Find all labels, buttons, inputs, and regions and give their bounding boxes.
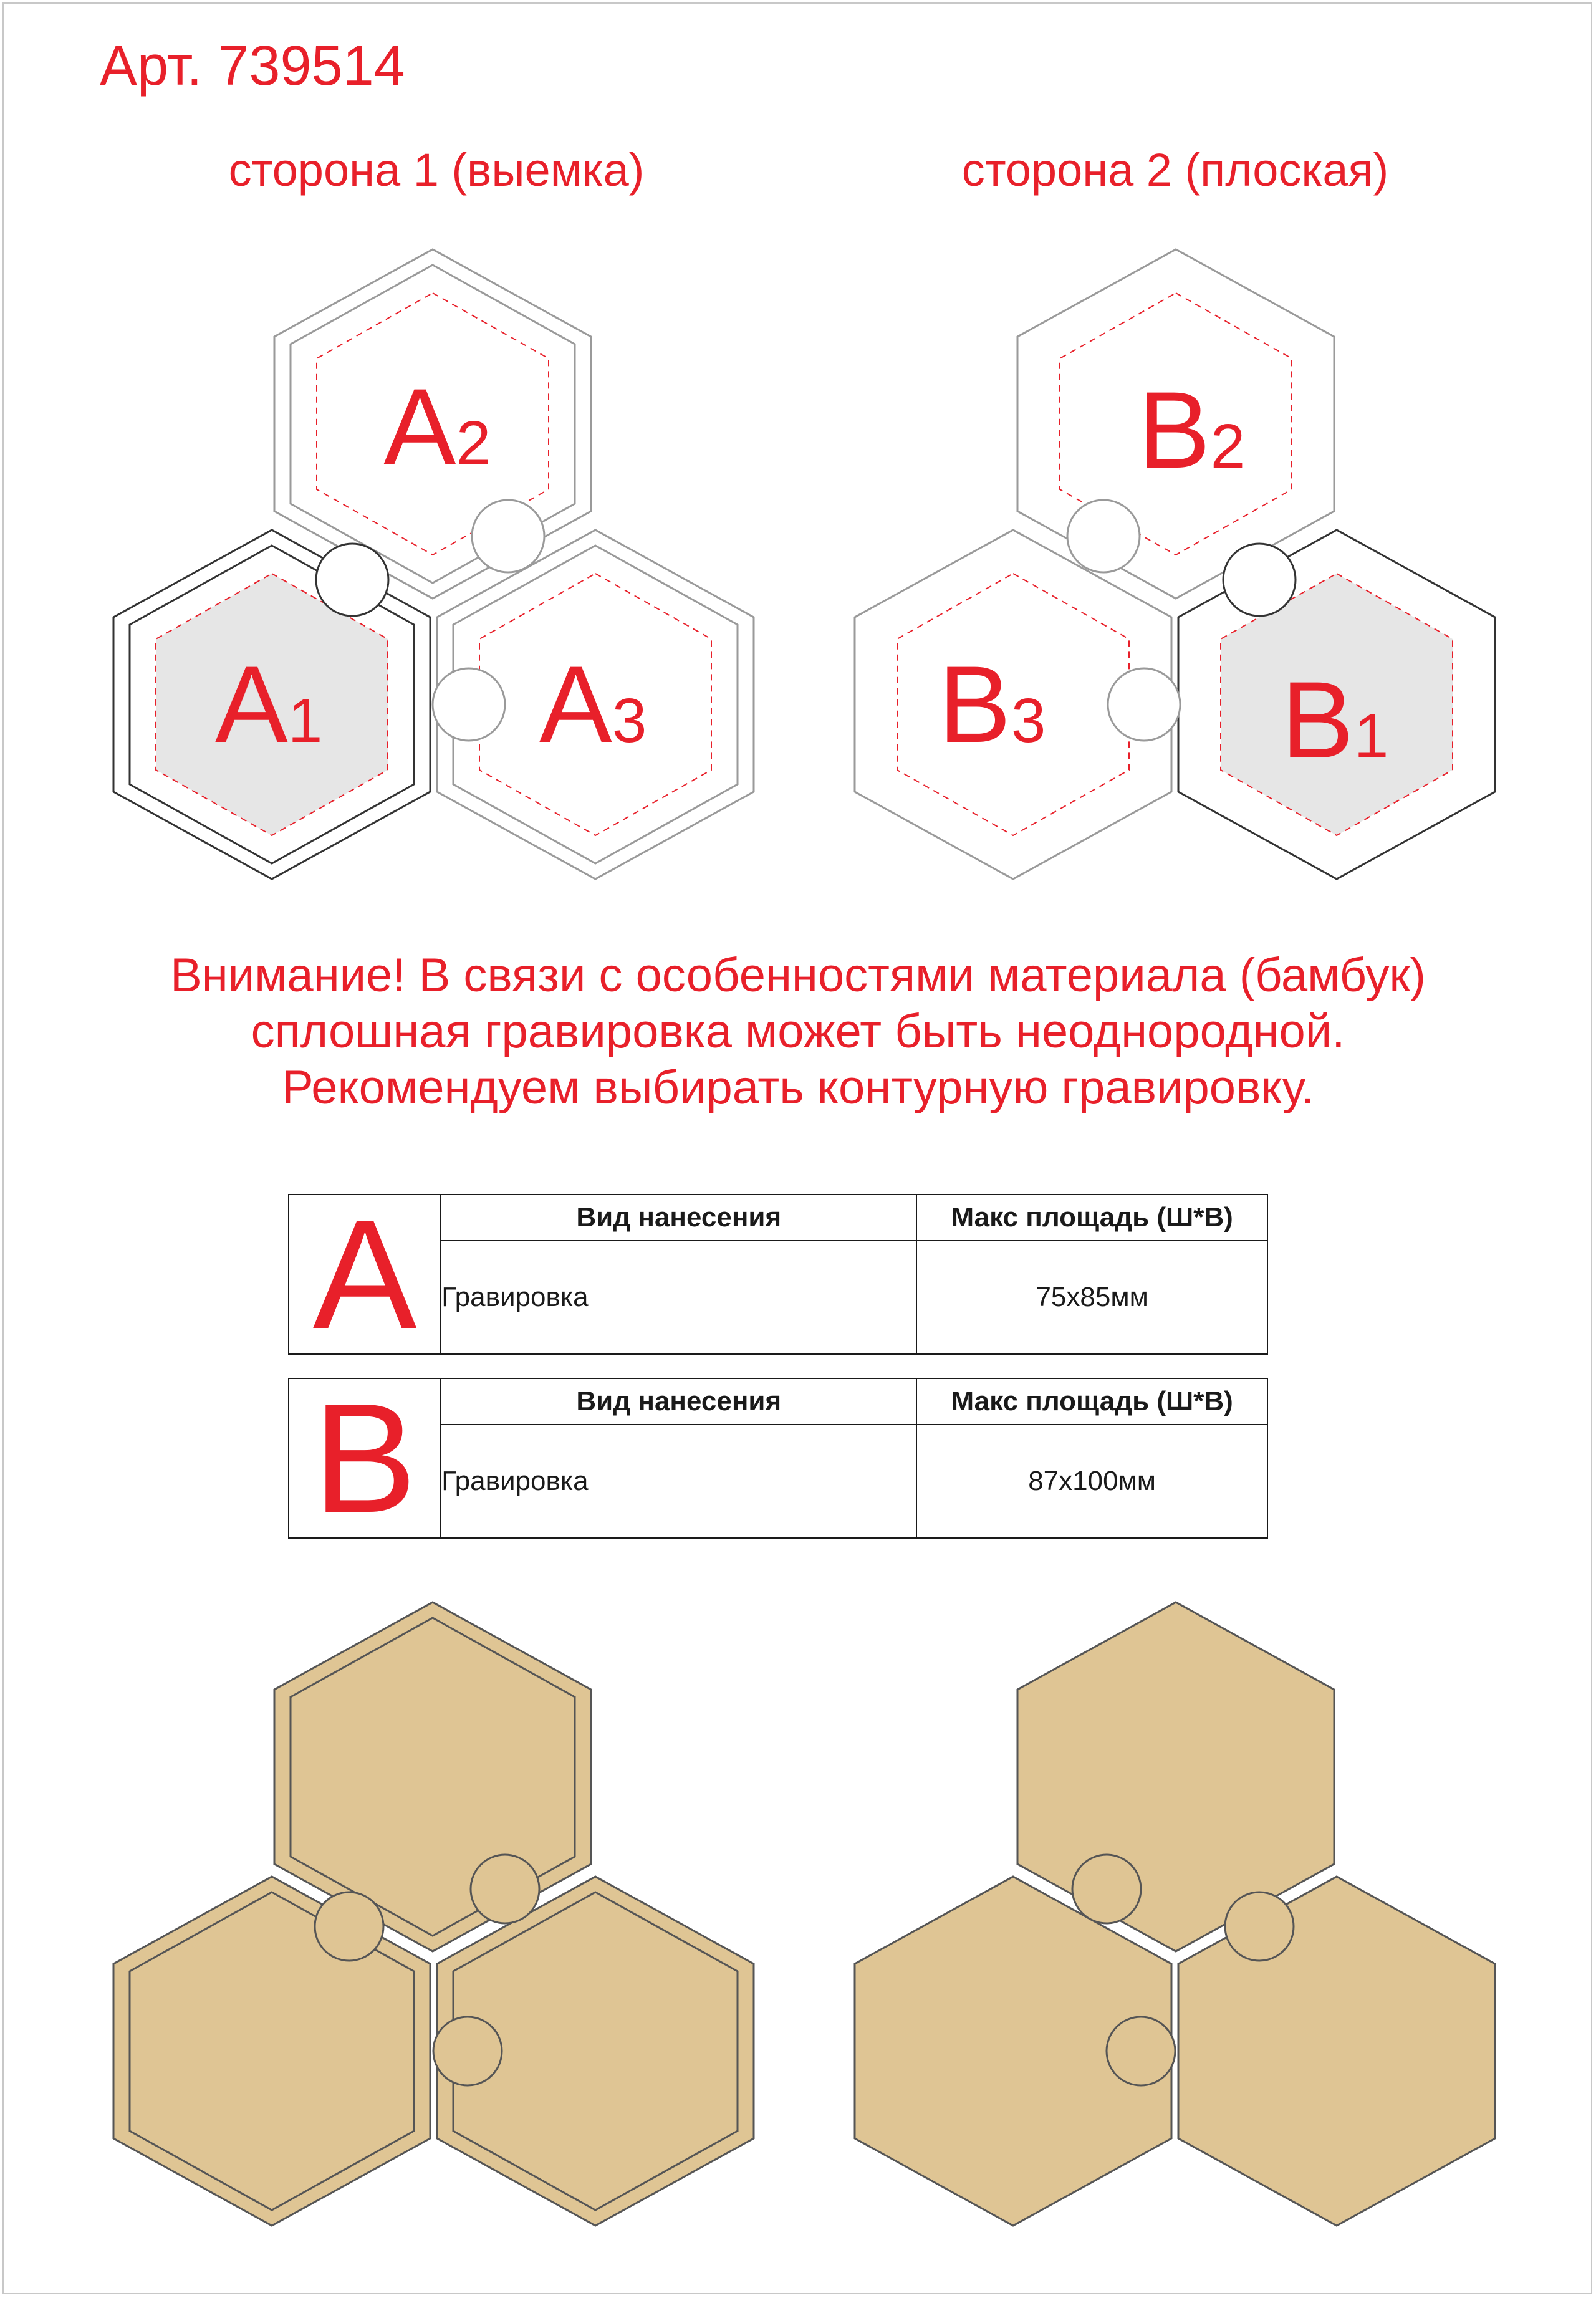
puzzle-knob	[1223, 544, 1296, 616]
zone-label-b1: B1	[1281, 660, 1389, 781]
table-zone-letter: B	[289, 1378, 441, 1538]
puzzle-knob	[472, 500, 544, 572]
material-warning	[62, 948, 1534, 1116]
side-2-title: сторона 2 (плоская)	[961, 144, 1389, 196]
puzzle-knob	[1067, 500, 1140, 572]
method-value: Гравировка	[441, 1241, 916, 1354]
column-header-area: Макс площадь (Ш*В)	[916, 1195, 1267, 1241]
side-1-drawing	[113, 249, 754, 879]
side-2-drawing	[855, 249, 1495, 879]
side-1-title: сторона 1 (выемка)	[228, 144, 645, 196]
spec-table-b	[288, 1371, 1268, 1545]
spec-table-a	[288, 1187, 1268, 1361]
article-number: Арт. 739514	[100, 35, 405, 97]
zone-label-b2: B2	[1138, 370, 1246, 491]
puzzle-knob	[316, 544, 388, 616]
method-value: Гравировка	[441, 1425, 916, 1538]
table-zone-letter: A	[289, 1195, 441, 1354]
zone-label-a1: A1	[215, 644, 323, 766]
warning-line-2: сплошная гравировка может быть неоднородной.	[251, 1005, 1345, 1058]
puzzle-knob	[1108, 668, 1180, 741]
area-value: 75x85мм	[916, 1241, 1267, 1354]
warning-line-1: Внимание! В связи с особенностями материала (бамбук)	[170, 949, 1426, 1002]
puzzle-knob	[433, 668, 505, 741]
bamboo-render-side-2	[855, 1602, 1495, 2226]
zone-label-b3: B3	[938, 644, 1046, 766]
bamboo-render-side-1	[113, 1602, 754, 2226]
column-header-method: Вид нанесения	[441, 1378, 916, 1425]
warning-line-3: Рекомендуем выбирать контурную гравировку.	[281, 1061, 1315, 1114]
zone-label-a3: A3	[539, 644, 647, 766]
column-header-method: Вид нанесения	[441, 1195, 916, 1241]
column-header-area: Макс площадь (Ш*В)	[916, 1378, 1267, 1425]
zone-label-a2: A2	[383, 367, 491, 488]
area-value: 87x100мм	[916, 1425, 1267, 1538]
